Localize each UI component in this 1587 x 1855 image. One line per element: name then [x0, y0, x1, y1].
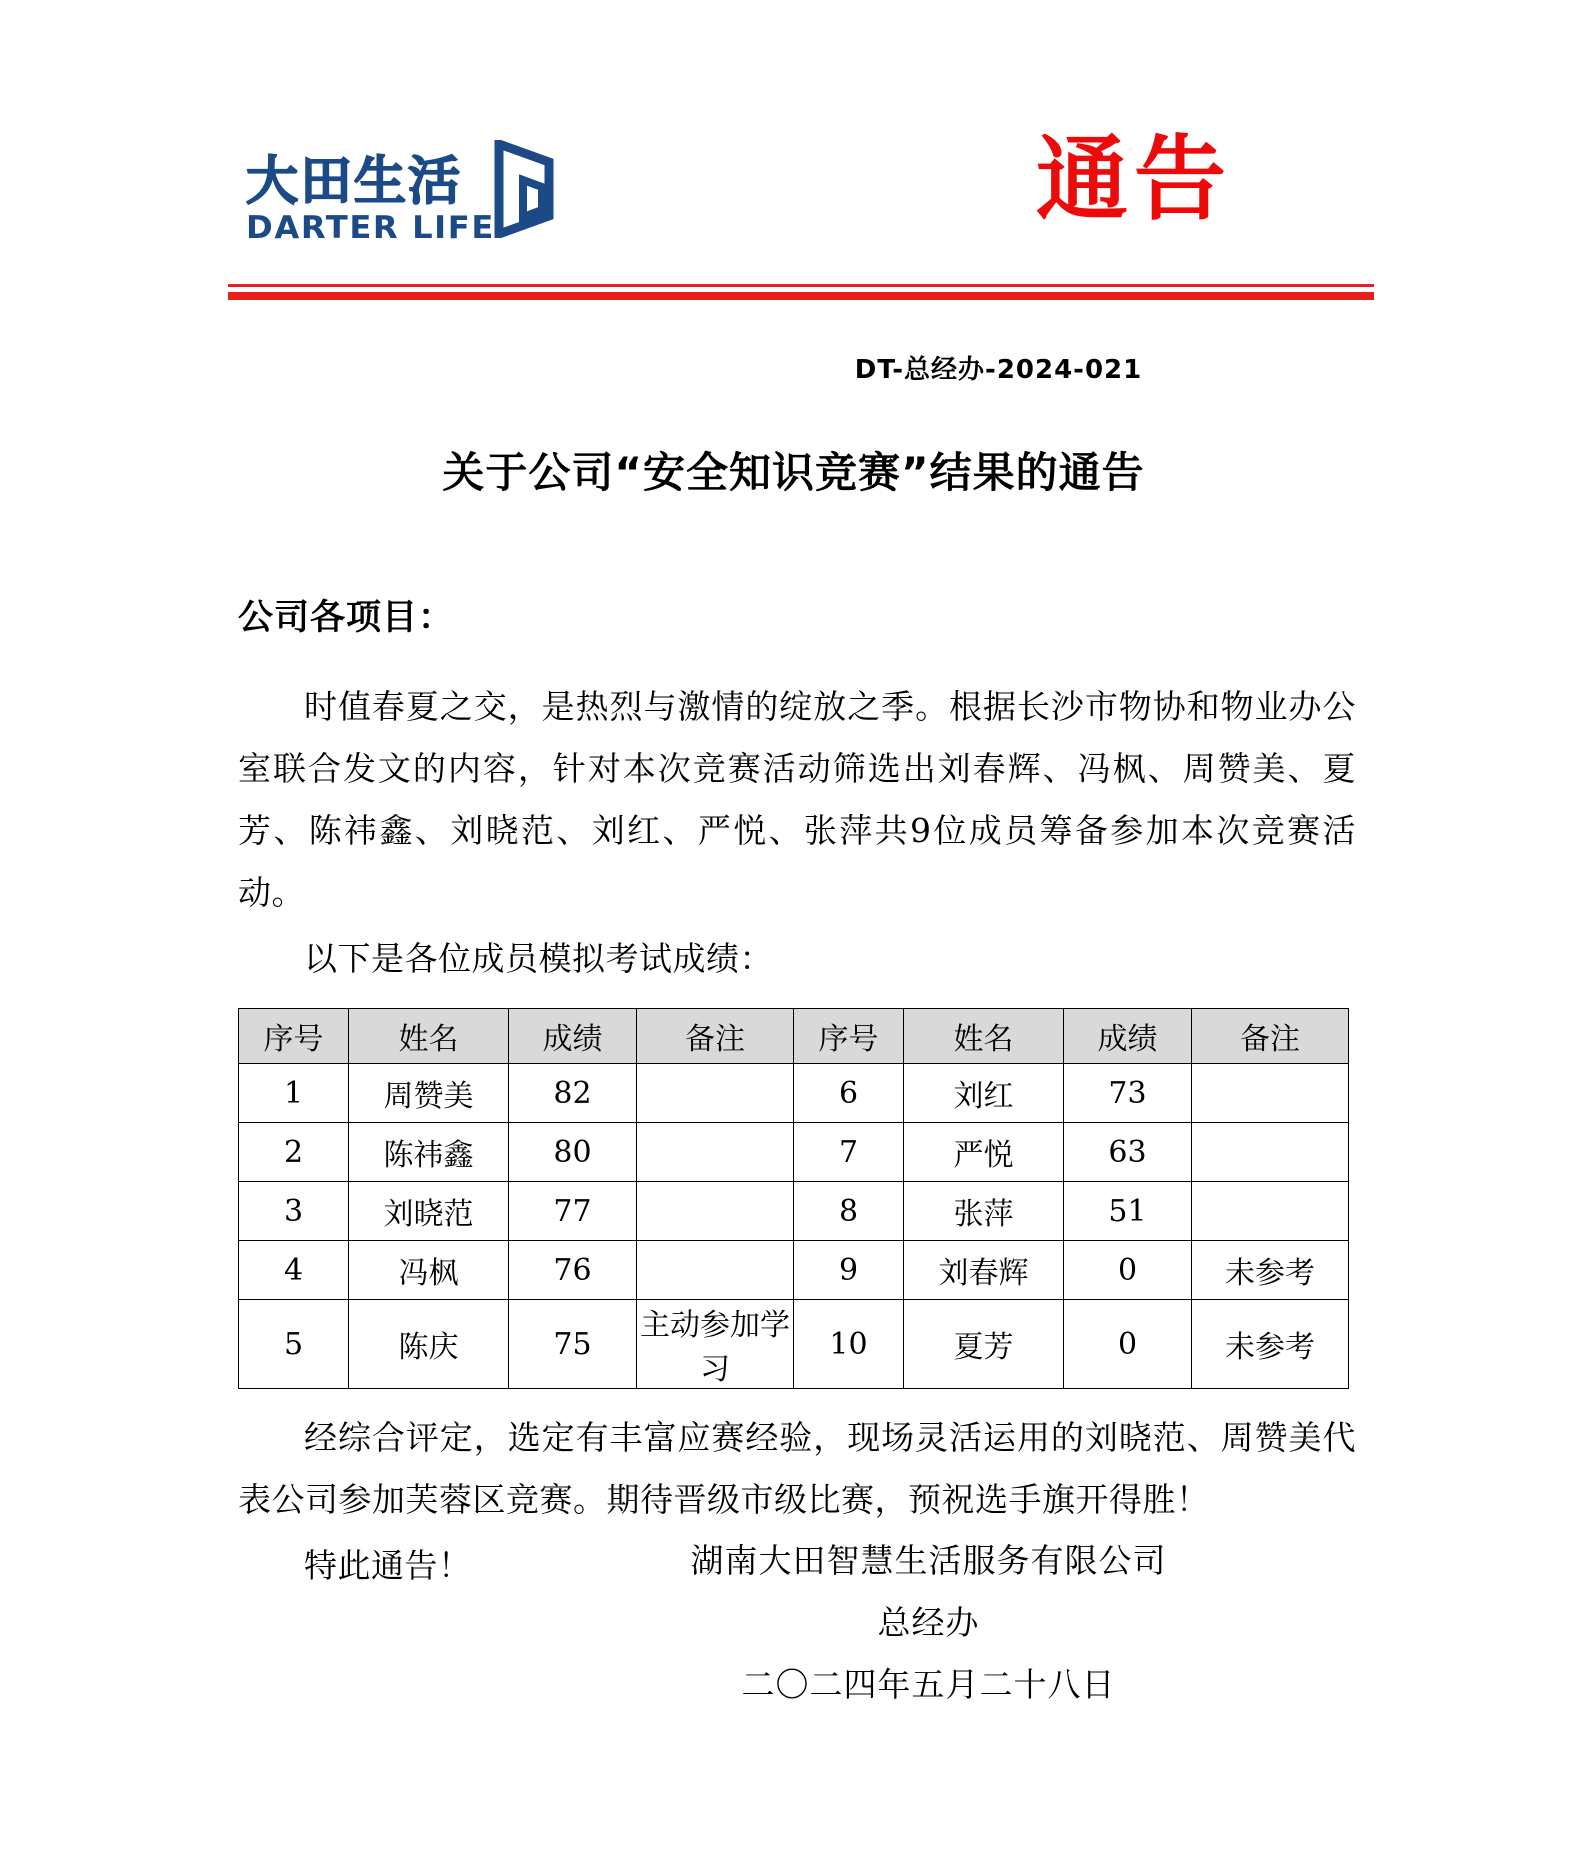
column-header-score-right: 成绩: [1064, 1009, 1192, 1064]
cell-score-left: 82: [509, 1064, 637, 1123]
cell-name-left: 周赞美: [349, 1064, 509, 1123]
table-header-row: [239, 1009, 1349, 1064]
cell-name-right: 严悦: [904, 1123, 1064, 1182]
bracket-mark-icon: [493, 140, 555, 242]
column-header-index-right: 序号: [794, 1009, 904, 1064]
salutation: 公司各项目：: [238, 598, 455, 638]
cell-index-left: 3: [239, 1182, 349, 1241]
cell-note-right: [1192, 1064, 1349, 1123]
cell-score-right: 0: [1064, 1241, 1192, 1300]
column-header-name-left: 姓名: [349, 1009, 509, 1064]
cell-index-right: 6: [794, 1064, 904, 1123]
cell-note-right: 未参考: [1192, 1300, 1349, 1389]
paragraph-intro: 时值春夏之交，是热烈与激情的绽放之季。根据长沙市物协和物业办公室联合发文的内容，针对本次竞赛活动筛选出刘春辉、冯枫、周赞美、夏芳、陈祎鑫、刘晓范、刘红、严悦、张萍共9位成员筹备参加本次竞赛活动。: [238, 687, 1356, 912]
signature-department: 总经办: [877, 1603, 980, 1642]
cell-score-right: 51: [1064, 1182, 1192, 1241]
cell-note-right: [1192, 1123, 1349, 1182]
signature-block: [135, 1530, 1587, 1716]
logo-wordmark: [246, 152, 495, 246]
cell-note-left: 主动参加学习: [637, 1300, 794, 1389]
signature-company: 湖南大田智慧生活服务有限公司: [690, 1541, 1167, 1580]
paragraph-conclusion: 经综合评定，选定有丰富应赛经验，现场灵活运用的刘晓范、周赞美代表公司参加芙蓉区竞赛。期待晋级市级比赛，预祝选手旗开得胜！: [238, 1418, 1356, 1519]
table-row: [239, 1064, 1349, 1123]
cell-index-right: 7: [794, 1123, 904, 1182]
cell-name-right: 刘春辉: [904, 1241, 1064, 1300]
cell-note-left: [637, 1182, 794, 1241]
page-title: 关于公司“安全知识竞赛”结果的通告: [442, 448, 1145, 497]
logo-chinese-name: 大田生活: [246, 152, 463, 212]
column-header-score-left: 成绩: [509, 1009, 637, 1064]
cell-index-left: 1: [239, 1064, 349, 1123]
cell-index-left: 5: [239, 1300, 349, 1389]
notice-type-label: 通告: [1035, 126, 1232, 233]
cell-note-left: [637, 1064, 794, 1123]
document-body: [238, 590, 1356, 1597]
document-header: [0, 0, 1587, 300]
header-divider-thick: [228, 292, 1374, 300]
column-header-name-right: 姓名: [904, 1009, 1064, 1064]
company-logo: [246, 140, 555, 244]
cell-score-left: 80: [509, 1123, 637, 1182]
cell-index-left: 2: [239, 1123, 349, 1182]
column-header-note-right: 备注: [1192, 1009, 1349, 1064]
cell-name-right: 刘红: [904, 1064, 1064, 1123]
cell-name-right: 夏芳: [904, 1300, 1064, 1389]
table-row: [239, 1182, 1349, 1241]
cell-note-left: [637, 1123, 794, 1182]
signature-date: 二〇二四年五月二十八日: [741, 1665, 1116, 1704]
column-header-index-left: 序号: [239, 1009, 349, 1064]
cell-score-left: 76: [509, 1241, 637, 1300]
cell-name-right: 张萍: [904, 1182, 1064, 1241]
paragraph-closing: 特此通告！: [304, 1546, 472, 1585]
cell-name-left: 刘晓范: [349, 1182, 509, 1241]
cell-score-left: 77: [509, 1182, 637, 1241]
cell-score-right: 0: [1064, 1300, 1192, 1389]
cell-note-left: [637, 1241, 794, 1300]
cell-note-right: 未参考: [1192, 1241, 1349, 1300]
column-header-note-left: 备注: [637, 1009, 794, 1064]
cell-name-left: 冯枫: [349, 1241, 509, 1300]
cell-score-right: 73: [1064, 1064, 1192, 1123]
cell-index-left: 4: [239, 1241, 349, 1300]
header-divider-thin: [228, 284, 1374, 287]
cell-name-left: 陈庆: [349, 1300, 509, 1389]
cell-note-right: [1192, 1182, 1349, 1241]
cell-index-right: 10: [794, 1300, 904, 1389]
cell-score-left: 75: [509, 1300, 637, 1389]
table-row: [239, 1241, 1349, 1300]
cell-score-right: 63: [1064, 1123, 1192, 1182]
table-row: [239, 1300, 1349, 1389]
document-number: DT-总经办-2024-021: [854, 355, 1143, 385]
cell-index-right: 8: [794, 1182, 904, 1241]
logo-english-name: DARTER LIFE: [246, 210, 495, 246]
cell-name-left: 陈祎鑫: [349, 1123, 509, 1182]
cell-index-right: 9: [794, 1241, 904, 1300]
table-row: [239, 1123, 1349, 1182]
paragraph-table-lead: 以下是各位成员模拟考试成绩：: [304, 939, 773, 978]
score-table: [238, 1008, 1349, 1389]
